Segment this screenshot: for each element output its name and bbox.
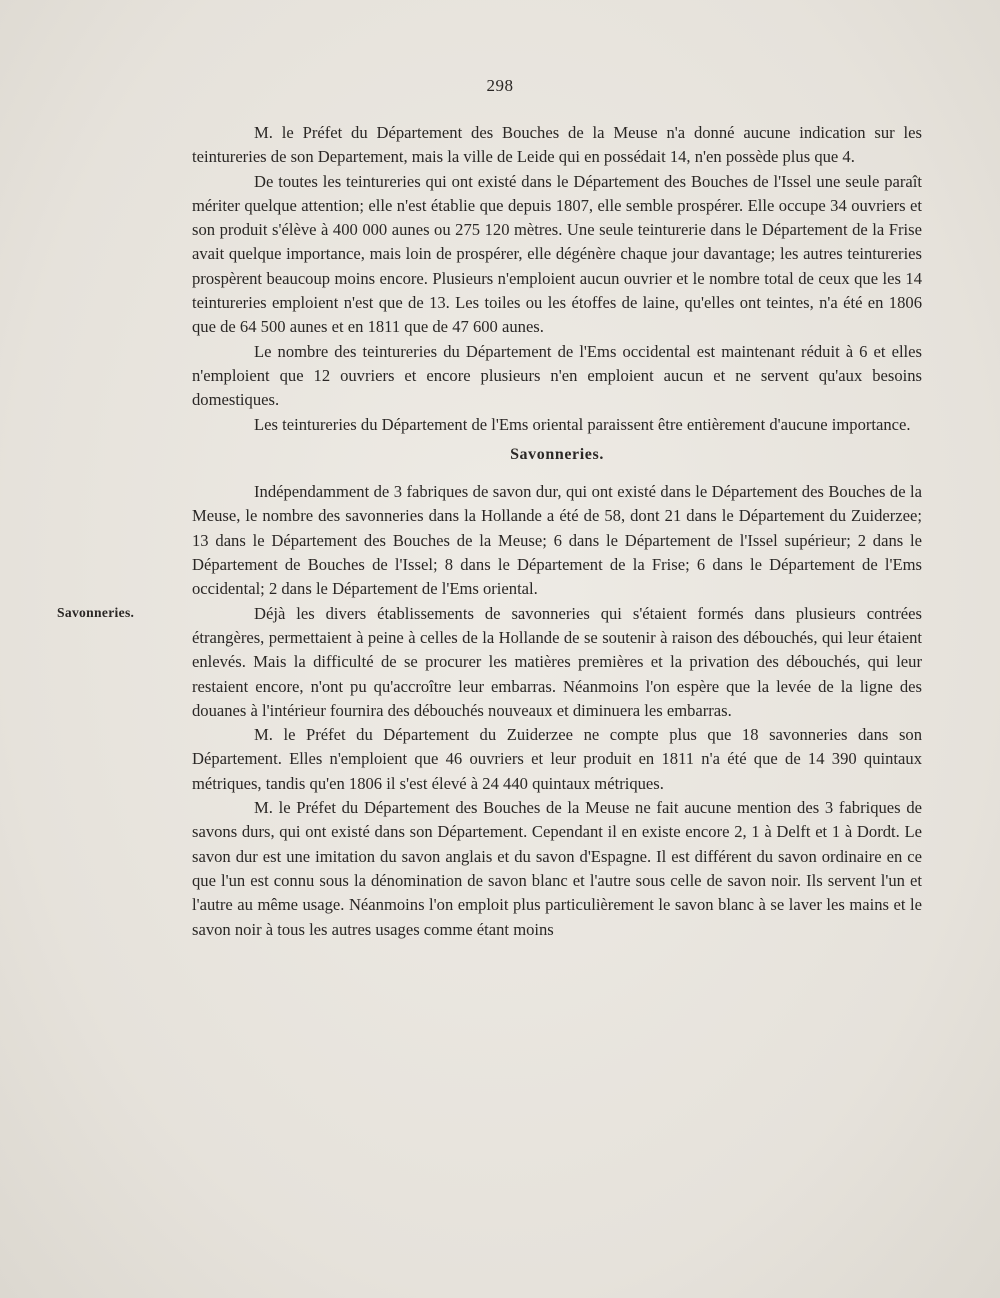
paragraph-ems-occidental: Le nombre des teintureries du Département de l'Ems occidental est maintenant réduit à 6 et elles n'emploient que 12 ouvriers et encore plusieurs n'en emploient aucun et ne servent qu'aux besoins domestiques.	[192, 341, 922, 410]
paragraph-savonneries-count: Indépendamment de 3 fabriques de savon dur, qui ont existé dans le Département des Bouches de la Meuse, le nombre des savonneries dans la Hollande a été de 58, dont 21 dans le Département du Zuiderzee; 13 dans le Département des Bouches de la Meuse; 6 dans le Département de l'Issel supérieur; 2 dans le Département de Bouches de l'Issel; 8 dans le Département de la Frise; 6 dans le Département de l'Ems occidental; 2 dans le Département de l'Ems oriental.	[192, 482, 922, 599]
paragraph-bouches-meuse-savon: M. le Préfet du Département des Bouches de la Meuse ne fait aucune mention des 3 fabriques de savons durs, qui ont existé dans son Département. Cependant il en existe encore 2, 1 à Delft et 1 à Dordt. Le savon dur est une imitation du savon anglais et du savon d'Espagne. Il est différent du savon ordinaire en ce que l'un est connu sous la dénomination de savon blanc et l'autre sous celle de savon noir. Ils servent l'un et l'autre au même usage. Néanmoins l'on emploit plus particulièrement le savon blanc à se laver les mains et le savon noir à tous les autres usages comme étant moins	[192, 798, 922, 939]
page-number: 298	[486, 76, 514, 95]
paragraph-savonneries-etrangeres: Déjà les divers établissements de savonneries qui s'étaient formés dans plusieurs contrées étrangères, permettaient à peine à celles de la Hollande de se soutenir à raison des débouchés, qui leur étaient enlevés. Mais la difficulté de se procurer les matières premières et la privation des débouchés, qui leur restaient encore, n'ont pu qu'accroître leur embarras. Néanmoins l'on espère que la levée de la ligne des douanes à l'intérieur fournira des débouchés nouveaux et diminuera les embarras.	[192, 603, 922, 720]
paragraph-zuiderzee: M. le Préfet du Département du Zuiderzee ne compte plus que 18 savonneries dans son Département. Elles n'emploient que 46 ouvriers et leur produit en 1811 n'a été que de 14 390 quintaux métriques, tandis qu'en 1806 il s'est élevé à 24 440 quintaux métriques.	[192, 725, 922, 793]
paragraph-leide: M. le Préfet du Département des Bouches de la Meuse n'a donné aucune indication sur les teintureries de son Departement, mais la ville de Leide qui en possédait 14, n'en possède plus que 4.	[192, 123, 922, 167]
section-heading-savonneries: Savonneries.	[510, 445, 604, 463]
paragraph-ems-oriental: Les teintureries du Département de l'Ems oriental paraissent être entièrement d'aucune importance.	[254, 414, 911, 434]
paragraph-issel-frise: De toutes les teintureries qui ont existé dans le Département des Bouches de l'Issel une seule paraît mériter quelque attention; elle n'est établie que depuis 1807, elle semble prospérer. Elle occupe 34 ouvriers et son produit s'élève à 400 000 aunes ou 275 120 mètres. Une seule teinturerie dans le Département de la Frise avait quelque importance, mais loin de prospérer, elle dégénère chaque jour davantage; les autres teintureries prospèrent beaucoup moins encore. Plusieurs n'emploient aucun ouvrier et le nombre total de ceux que les 14 teintureries emploient n'est que de 13. Les toiles ou les étoffes de laine, qu'elles ont teintes, n'a été en 1806 que de 64 500 aunes et en 1811 que de 47 600 aunes.	[192, 171, 922, 337]
document-body	[192, 121, 922, 942]
margin-note-savonneries: Savonneries.	[57, 605, 135, 620]
